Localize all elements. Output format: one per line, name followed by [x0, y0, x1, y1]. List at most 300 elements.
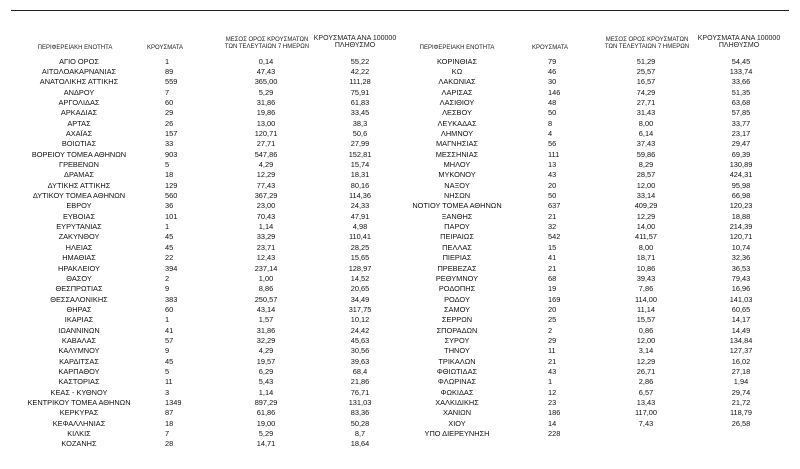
rate-cell: 118,79 — [729, 408, 753, 418]
cases-cell: 7 — [165, 87, 170, 97]
rate-cell: 111,28 — [349, 77, 371, 87]
cases-cell: 15 — [548, 242, 557, 252]
region-cell: ΥΠΟ ΔΙΕΡΕΥΝΗΣΗ — [424, 429, 490, 439]
avg-cell: 4,29 — [258, 160, 274, 169]
region-cell: ΔΥΤΙΚΗΣ ΑΤΤΙΚΗΣ — [47, 180, 111, 190]
avg-cell: 6,29 — [258, 367, 274, 376]
cases-cell: 26 — [165, 118, 174, 128]
avg-cell: 6,57 — [638, 387, 654, 397]
table-row — [0, 253, 800, 262]
rate-cell: 214,39 — [729, 222, 753, 232]
table-row — [0, 129, 800, 138]
avg-cell: 12,43 — [256, 253, 276, 263]
left-header-region: ΠΕΡΙΦΕΡΕΙΑΚΗ ΕΝΟΤΗΤΑ — [37, 45, 113, 51]
avg-cell: 1,14 — [258, 222, 274, 232]
region-cell: ΒΟΡΕΙΟΥ ΤΟΜΕΑ ΑΘΗΝΩΝ — [31, 149, 127, 159]
cases-cell: 186 — [548, 408, 561, 418]
rate-cell: 141,03 — [729, 294, 753, 304]
avg-cell: 547,86 — [254, 149, 278, 159]
region-cell: ΛΗΜΝΟΥ — [440, 128, 474, 138]
cases-cell: 30 — [548, 77, 557, 87]
left-header-avg-line1: ΜΕΣΟΣ ΟΡΟΣ ΚΡΟΥΣΜΑΤΩΝ — [225, 37, 309, 43]
rate-cell: 110,41 — [348, 232, 372, 242]
rate-cell: 30,56 — [350, 346, 370, 356]
avg-cell: 8,29 — [638, 160, 654, 169]
avg-cell: 39,43 — [636, 273, 656, 283]
rate-cell: 21,72 — [731, 398, 751, 408]
rate-cell: 27,18 — [731, 367, 751, 376]
avg-cell: 77,43 — [256, 180, 276, 190]
rate-cell: 120,71 — [729, 232, 753, 242]
cases-cell: 18 — [165, 418, 174, 428]
avg-cell: 10,86 — [636, 263, 656, 273]
table-row — [0, 150, 800, 159]
region-cell: ΚΟΡΙΝΘΙΑΣ — [436, 56, 478, 66]
cases-cell: 2 — [548, 325, 553, 335]
rate-cell: 36,53 — [731, 263, 751, 273]
table-row — [0, 295, 800, 304]
rate-cell: 131,03 — [348, 398, 372, 408]
avg-cell: 51,29 — [636, 56, 656, 66]
rate-cell: 95,98 — [731, 180, 751, 190]
table-row — [0, 429, 800, 438]
cases-cell: 43 — [548, 170, 557, 180]
region-cell: ΑΓΙΟ ΟΡΟΣ — [59, 56, 99, 66]
region-cell: ΕΥΡΥΤΑΝΙΑΣ — [56, 222, 102, 232]
avg-cell: 12,29 — [636, 356, 656, 366]
cases-cell: 50 — [548, 108, 557, 118]
rate-cell: 75,91 — [350, 87, 370, 97]
right-header-avg-line2: ΤΩΝ ΤΕΛΕΥΤΑΙΩΝ 7 ΗΜΕΡΩΝ — [604, 43, 690, 50]
region-cell: ΤΡΙΚΑΛΩΝ — [438, 356, 476, 366]
region-cell: ΦΩΚΙΔΑΣ — [440, 387, 474, 397]
rate-cell: 69,39 — [731, 149, 751, 159]
table-row — [0, 243, 800, 252]
avg-cell: 120,71 — [254, 128, 278, 138]
region-cell: ΛΕΣΒΟΥ — [442, 108, 472, 118]
region-cell: ΙΚΑΡΙΑΣ — [64, 315, 94, 325]
cases-cell: 13 — [548, 160, 557, 169]
cases-cell: 33 — [165, 139, 174, 149]
rate-cell: 8,7 — [354, 429, 366, 439]
region-cell: ΔΡΑΜΑΣ — [64, 170, 94, 180]
table-row — [0, 67, 800, 76]
cases-cell: 21 — [548, 356, 557, 366]
cases-cell: 68 — [548, 273, 557, 283]
right-header-rate-line2: ΠΛΗΘΥΣΜΟ — [718, 42, 760, 49]
cases-cell: 5 — [165, 160, 170, 169]
avg-cell: 19,57 — [256, 356, 276, 366]
region-cell: ΜΥΚΟΝΟΥ — [438, 170, 476, 180]
table-row — [0, 326, 800, 335]
region-cell: ΜΕΣΣΗΝΙΑΣ — [435, 149, 479, 159]
avg-cell: 27,71 — [256, 139, 276, 149]
right-header-rate — [684, 35, 794, 49]
cases-cell: 60 — [165, 304, 174, 314]
rate-cell: 29,74 — [731, 387, 751, 397]
avg-cell: 25,57 — [636, 66, 656, 76]
table-row — [0, 274, 800, 283]
cases-cell: 45 — [165, 242, 174, 252]
region-cell: ΚΟΖΑΝΗΣ — [61, 439, 97, 449]
region-cell: ΚΕΝΤΡΙΚΟΥ ΤΟΜΕΑ ΑΘΗΝΩΝ — [27, 398, 131, 408]
region-cell: ΛΑΚΩΝΙΑΣ — [438, 77, 476, 87]
avg-cell: 18,71 — [636, 253, 656, 263]
avg-cell: 33,29 — [256, 232, 276, 242]
region-cell: ΒΟΙΩΤΙΑΣ — [61, 139, 97, 149]
avg-cell: 28,57 — [636, 170, 656, 180]
rate-cell: 26,58 — [731, 418, 751, 428]
region-cell: ΣΥΡΟΥ — [444, 335, 470, 345]
region-cell: ΠΡΕΒΕΖΑΣ — [437, 263, 477, 273]
region-cell: ΞΑΝΘΗΣ — [441, 211, 473, 221]
rate-cell: 152,81 — [348, 149, 372, 159]
avg-cell: 31,43 — [636, 108, 656, 118]
cases-cell: 45 — [165, 356, 174, 366]
avg-cell: 13,43 — [636, 398, 656, 408]
region-cell: ΜΗΛΟΥ — [443, 160, 471, 169]
rate-cell: 42,22 — [350, 66, 370, 76]
left-header-rate-line2: ΠΛΗΘΥΣΜΟ — [334, 42, 376, 49]
cases-cell: 1 — [165, 222, 170, 232]
cases-cell: 56 — [548, 139, 557, 149]
cases-cell: 11 — [165, 377, 173, 387]
avg-cell: 19,00 — [256, 418, 276, 428]
cases-cell: 50 — [548, 191, 557, 201]
region-cell: ΤΗΝΟΥ — [444, 346, 470, 356]
left-header-rate-line1: ΚΡΟΥΣΜΑΤΑ ΑΝΑ 100000 — [313, 35, 397, 42]
cases-cell: 169 — [548, 294, 561, 304]
avg-cell: 47,43 — [256, 66, 276, 76]
rate-cell: 33,77 — [731, 118, 751, 128]
rate-cell: 38,3 — [352, 118, 368, 128]
cases-cell: 23 — [548, 398, 557, 408]
rate-cell: 20,65 — [350, 284, 370, 294]
cases-cell: 12 — [548, 387, 557, 397]
rate-cell: 45,63 — [350, 335, 370, 345]
cases-cell: 60 — [165, 97, 174, 107]
avg-cell: 365,00 — [254, 77, 278, 87]
table-row — [0, 367, 800, 376]
rate-cell: 134,84 — [729, 335, 753, 345]
rate-cell: 317,75 — [348, 304, 372, 314]
left-header-cases: ΚΡΟΥΣΜΑΤΑ — [147, 45, 183, 51]
region-cell: ΦΘΙΩΤΙΔΑΣ — [436, 367, 478, 376]
table-row — [0, 388, 800, 397]
region-cell: ΑΙΤΩΛΟΑΚΑΡΝΑΝΙΑΣ — [41, 66, 117, 76]
region-cell: ΚΑΒΑΛΑΣ — [61, 335, 97, 345]
cases-cell: 9 — [165, 284, 170, 294]
region-cell: ΗΡΑΚΛΕΙΟΥ — [58, 263, 100, 273]
rate-cell: 15,65 — [350, 253, 370, 263]
cases-cell: 57 — [165, 335, 174, 345]
avg-cell: 3,14 — [638, 346, 654, 356]
table-row — [0, 398, 800, 407]
right-header-cases: ΚΡΟΥΣΜΑΤΑ — [532, 45, 568, 51]
rate-cell: 83,36 — [350, 408, 370, 418]
cases-cell: 9 — [165, 346, 170, 356]
rate-cell: 24,33 — [350, 201, 370, 211]
cases-cell: 542 — [548, 232, 561, 242]
cases-cell: 5 — [165, 367, 170, 376]
region-cell: ΣΠΟΡΑΔΩΝ — [436, 325, 478, 335]
region-cell: ΑΧΑΪΑΣ — [65, 128, 93, 138]
region-cell: ΡΕΘΥΜΝΟΥ — [435, 273, 479, 283]
cases-cell: 637 — [548, 201, 561, 211]
cases-cell: 1 — [548, 377, 553, 387]
region-cell: ΚΑΡΔΙΤΣΑΣ — [59, 356, 99, 366]
cases-cell: 41 — [165, 325, 174, 335]
avg-cell: 8,00 — [638, 118, 654, 128]
region-cell: ΝΗΣΩΝ — [443, 191, 471, 201]
region-cell: ΑΡΚΑΔΙΑΣ — [60, 108, 98, 118]
region-cell: ΧΑΝΙΩΝ — [442, 408, 472, 418]
avg-cell: 114,00 — [634, 294, 658, 304]
region-cell: ΑΡΓΟΛΙΔΑΣ — [58, 97, 100, 107]
avg-cell: 14,71 — [256, 439, 276, 449]
top-rule — [11, 10, 789, 11]
avg-cell: 7,86 — [638, 284, 654, 294]
rate-cell: 28,25 — [350, 242, 370, 252]
rate-cell: 27,99 — [350, 139, 370, 149]
cases-cell: 7 — [165, 429, 170, 439]
avg-cell: 8,00 — [638, 242, 654, 252]
cases-cell: 111 — [548, 149, 560, 159]
cases-cell: 79 — [548, 56, 557, 66]
table-row — [0, 346, 800, 355]
avg-cell: 31,86 — [256, 97, 276, 107]
avg-cell: 43,14 — [256, 304, 276, 314]
avg-cell: 19,86 — [256, 108, 276, 118]
rate-cell: 424,31 — [729, 170, 753, 180]
cases-cell: 2 — [165, 273, 170, 283]
avg-cell: 16,57 — [636, 77, 656, 87]
region-cell: ΦΛΩΡΙΝΑΣ — [437, 377, 477, 387]
avg-cell: 32,29 — [256, 335, 276, 345]
avg-cell: 6,14 — [638, 128, 654, 138]
rate-cell: 15,74 — [350, 160, 370, 169]
table-row — [0, 57, 800, 66]
cases-cell: 48 — [548, 97, 557, 107]
cases-cell: 29 — [548, 335, 557, 345]
rate-cell: 50,6 — [352, 128, 368, 138]
rate-cell: 114,36 — [348, 191, 372, 201]
region-cell: ΚΙΛΚΙΣ — [67, 429, 91, 439]
right-header-avg-line1: ΜΕΣΟΣ ΟΡΟΣ ΚΡΟΥΣΜΑΤΩΝ — [605, 37, 689, 43]
cases-cell: 3 — [165, 387, 170, 397]
avg-cell: 1,14 — [258, 387, 274, 397]
cases-cell: 559 — [165, 77, 178, 87]
region-cell: ΑΡΤΑΣ — [67, 118, 91, 128]
table-row — [0, 222, 800, 231]
region-cell: ΠΕΙΡΑΙΩΣ — [440, 232, 474, 242]
table-row — [0, 284, 800, 293]
cases-cell: 383 — [165, 294, 178, 304]
avg-cell: 31,86 — [256, 325, 276, 335]
table-row — [0, 77, 800, 86]
table-row — [0, 88, 800, 97]
avg-cell: 5,29 — [258, 429, 274, 439]
cases-cell: 20 — [548, 304, 557, 314]
rate-cell: 16,02 — [731, 356, 751, 366]
region-cell: ΜΑΓΝΗΣΙΑΣ — [436, 139, 478, 149]
region-cell: ΖΑΚΥΝΘΟΥ — [58, 232, 100, 242]
avg-cell: 0,86 — [638, 325, 654, 335]
region-cell: ΚΑΣΤΟΡΙΑΣ — [58, 377, 100, 387]
region-cell: ΠΕΛΛΑΣ — [442, 242, 472, 252]
rate-cell: 16,96 — [731, 284, 751, 294]
region-cell: ΘΗΡΑΣ — [66, 304, 92, 314]
table-row — [0, 264, 800, 273]
region-cell: ΧΑΛΚΙΔΙΚΗΣ — [435, 398, 479, 408]
region-cell: ΡΟΔΟΠΗΣ — [438, 284, 476, 294]
avg-cell: 23,00 — [256, 201, 276, 211]
table-row — [0, 191, 800, 200]
region-cell: ΚΕΑΣ - ΚΥΘΝΟΥ — [50, 387, 108, 397]
rate-cell: 14,52 — [350, 273, 370, 283]
region-cell: ΔΥΤΙΚΟΥ ΤΟΜΕΑ ΑΘΗΝΩΝ — [32, 191, 126, 201]
table-row — [0, 315, 800, 324]
cases-cell: 25 — [548, 315, 557, 325]
cases-cell: 903 — [165, 149, 178, 159]
cases-cell: 43 — [548, 367, 557, 376]
table-row — [0, 232, 800, 241]
rate-cell: 61,83 — [350, 97, 370, 107]
avg-cell: 11,14 — [637, 304, 655, 314]
region-cell: ΗΜΑΘΙΑΣ — [62, 253, 96, 263]
table-row — [0, 170, 800, 179]
rate-cell: 33,45 — [350, 108, 370, 118]
avg-cell: 897,29 — [254, 398, 278, 408]
avg-cell: 2,86 — [638, 377, 654, 387]
rate-cell: 33,66 — [731, 77, 751, 87]
cases-cell: 29 — [165, 108, 174, 118]
avg-cell: 14,00 — [636, 222, 656, 232]
region-cell: ΛΕΥΚΑΔΑΣ — [437, 118, 477, 128]
avg-cell: 8,86 — [258, 284, 274, 294]
rate-cell: 55,22 — [350, 56, 370, 66]
rate-cell: 14,49 — [731, 325, 751, 335]
rate-cell: 76,71 — [350, 387, 370, 397]
rate-cell: 133,74 — [729, 66, 753, 76]
cases-cell: 41 — [548, 253, 557, 263]
avg-cell: 409,29 — [634, 201, 658, 211]
cases-cell: 129 — [165, 180, 178, 190]
region-cell: ΝΑΞΟΥ — [444, 180, 470, 190]
region-cell: ΗΛΕΙΑΣ — [65, 242, 93, 252]
avg-cell: 7,43 — [638, 418, 654, 428]
rate-cell: 54,45 — [731, 56, 751, 66]
table-row — [0, 108, 800, 117]
cases-cell: 394 — [165, 263, 178, 273]
rate-cell: 79,43 — [731, 273, 751, 283]
region-cell: ΑΝΔΡΟΥ — [63, 87, 95, 97]
rate-cell: 4,98 — [352, 222, 368, 232]
table-row — [0, 160, 800, 169]
rate-cell: 24,42 — [350, 325, 370, 335]
avg-cell: 74,29 — [636, 87, 656, 97]
rate-cell: 127,37 — [729, 346, 753, 356]
region-cell: ΠΙΕΡΙΑΣ — [442, 253, 472, 263]
region-cell: ΚΩ — [451, 66, 463, 76]
rate-cell: 50,28 — [350, 418, 370, 428]
cases-cell: 46 — [548, 66, 557, 76]
rate-cell: 18,31 — [350, 170, 370, 180]
table-row — [0, 419, 800, 428]
avg-cell: 15,57 — [636, 315, 656, 325]
rate-cell: 130,89 — [729, 160, 753, 169]
rate-cell: 120,23 — [729, 201, 753, 211]
right-header-rate-line1: ΚΡΟΥΣΜΑΤΑ ΑΝΑ 100000 — [697, 35, 781, 42]
cases-cell: 146 — [548, 87, 561, 97]
rate-cell: 128,97 — [348, 263, 372, 273]
rate-cell: 23,17 — [731, 128, 751, 138]
avg-cell: 12,29 — [636, 211, 656, 221]
rate-cell: 29,47 — [731, 139, 751, 149]
table-row — [0, 139, 800, 148]
table-row — [0, 212, 800, 221]
avg-cell: 250,57 — [254, 294, 278, 304]
rate-cell: 21,86 — [350, 377, 370, 387]
cases-cell: 1 — [165, 56, 170, 66]
region-cell: ΧΙΟΥ — [448, 418, 466, 428]
cases-cell: 8 — [548, 118, 553, 128]
avg-cell: 411,57 — [634, 232, 658, 242]
table-row — [0, 336, 800, 345]
rate-cell: 39,63 — [350, 356, 370, 366]
region-cell: ΣΕΡΡΩΝ — [441, 315, 473, 325]
avg-cell: 1,00 — [258, 273, 274, 283]
avg-cell: 59,86 — [636, 149, 656, 159]
cases-cell: 560 — [165, 191, 178, 201]
region-cell: ΘΕΣΣΑΛΟΝΙΚΗΣ — [50, 294, 108, 304]
table-row — [0, 201, 800, 210]
avg-cell: 4,29 — [258, 346, 274, 356]
cases-cell: 19 — [548, 284, 557, 294]
region-cell: ΘΕΣΠΡΩΤΙΑΣ — [55, 284, 103, 294]
region-cell: ΕΥΒΟΙΑΣ — [62, 211, 96, 221]
cases-cell: 1349 — [165, 398, 182, 408]
avg-cell: 26,71 — [636, 367, 656, 376]
rate-cell: 60,65 — [731, 304, 751, 314]
table-row — [0, 181, 800, 190]
cases-cell: 21 — [548, 263, 557, 273]
region-cell: ΑΝΑΤΟΛΙΚΗΣ ΑΤΤΙΚΗΣ — [39, 77, 119, 87]
cases-cell: 36 — [165, 201, 174, 211]
cases-cell: 4 — [548, 128, 553, 138]
avg-cell: 117,00 — [634, 408, 658, 418]
cases-cell: 89 — [165, 66, 174, 76]
avg-cell: 5,43 — [258, 377, 274, 387]
table-row — [0, 357, 800, 366]
rate-cell: 66,98 — [731, 191, 751, 201]
avg-cell: 33,14 — [636, 191, 656, 201]
cases-cell: 22 — [165, 253, 174, 263]
region-cell: ΠΑΡΟΥ — [444, 222, 470, 232]
rate-cell: 10,74 — [731, 242, 751, 252]
right-header-region: ΠΕΡΙΦΕΡΕΙΑΚΗ ΕΝΟΤΗΤΑ — [419, 45, 495, 51]
region-cell: ΚΕΦΑΛΛΗΝΙΑΣ — [52, 418, 106, 428]
left-header-avg-line2: ΤΩΝ ΤΕΛΕΥΤΑΙΩΝ 7 ΗΜΕΡΩΝ — [224, 43, 310, 50]
avg-cell: 0,14 — [258, 56, 274, 66]
avg-cell: 37,43 — [636, 139, 656, 149]
table-row — [0, 408, 800, 417]
rate-cell: 14,17 — [731, 315, 751, 325]
region-cell: ΣΑΜΟΥ — [443, 304, 471, 314]
region-cell: ΓΡΕΒΕΝΩΝ — [59, 160, 99, 169]
region-cell: ΘΑΣΟΥ — [66, 273, 92, 283]
cases-cell: 32 — [548, 222, 557, 232]
